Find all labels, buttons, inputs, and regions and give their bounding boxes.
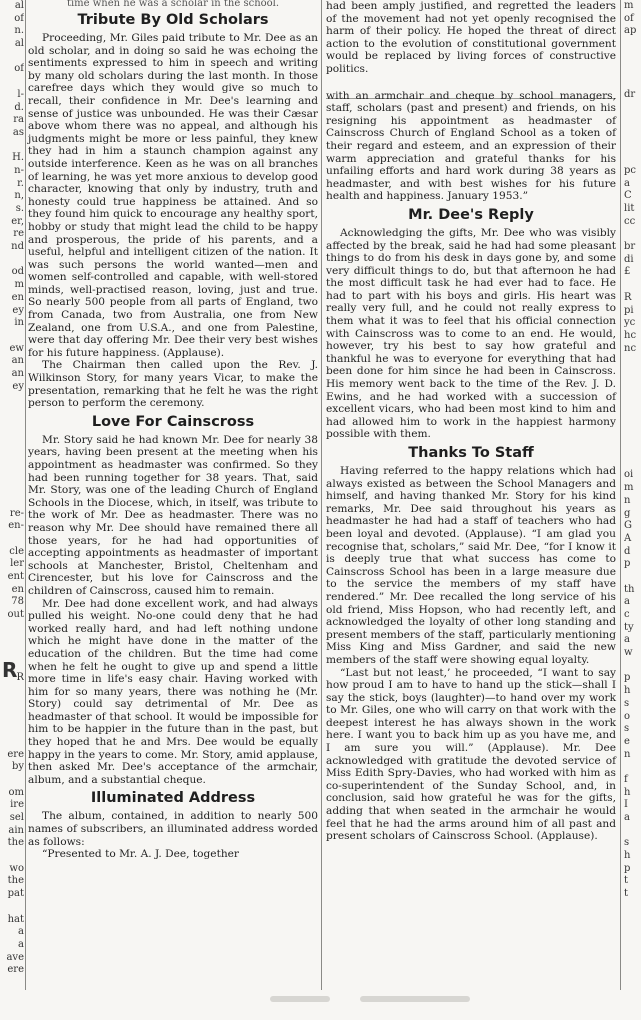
margin-fragment: ere — [7, 964, 24, 976]
margin-fragment: f — [624, 773, 628, 785]
right-border — [620, 0, 621, 990]
margin-fragment: g — [624, 507, 631, 519]
paragraph-continued: had been amply justified, and regretted the leaders of the movement had not yet openly recognised the harm of their policy. He hoped the threat of direct action to the evolution of constitutional government would be replaced by living forces of constructive politics. — [326, 0, 616, 75]
margin-fragment: o — [624, 710, 631, 722]
margin-fragment — [624, 114, 641, 127]
margin-fragment: ain — [8, 824, 24, 836]
margin-fragment: ey — [12, 304, 24, 316]
margin-fragment: cc — [624, 215, 636, 227]
address-text: with an armchair and cheque by school managers, staff, scholars (past and present) and friends, on his resigning his appointment as headmaster of Cainscross Church of England School as a token of their regard and esteem, and an expression of their warm appreciation and grateful thanks for his unfailing efforts and hard work during 38 years as headmaster, and with best wishes for his future health and happiness. January 1953.” — [326, 89, 616, 203]
margin-fragment: R — [624, 291, 632, 303]
margin-fragment: a — [624, 596, 630, 608]
paragraph: “Presented to Mr. A. J. Dee, together — [42, 848, 239, 861]
margin-fragment: of — [624, 12, 634, 24]
margin-fragment: s — [624, 697, 630, 709]
margin-fragment: a — [624, 177, 630, 189]
margin-fragment: en- — [8, 520, 24, 532]
margin-fragment: di — [624, 253, 634, 265]
margin-fragment: t — [624, 888, 629, 900]
paragraph: Having referred to the happy relations which had always existed as between the School Managers and himself, and having thanked Mr. Story for his kind remarks, Mr. Dee said throughout his years as headmaster he had had a staff of teachers who had been loyal and devoted. (Applause). “I am glad you recognise that, scholars,” said Mr. Dee, “for I know it is deeply true that what success has come to Cainscross School has been in a large measure due to the service the members of my staff have rendered.” Mr. Dee recalled the long service of his old friend, Miss Hopson, who had recently left, and acknowledged the loyalty of other long standing and present members of the staff, particularly mentioning Miss King and Miss Gardner, and said the new members of the staff were showing equal loyalty. — [326, 465, 616, 666]
margin-fragment — [0, 419, 24, 432]
margin-fragment: er, — [11, 215, 24, 227]
margin-fragment: I — [624, 799, 628, 811]
margin-fragment: a — [18, 938, 24, 950]
margin-fragment: by — [11, 761, 24, 773]
margin-fragment — [0, 634, 24, 647]
margin-fragment — [0, 457, 24, 470]
margin-fragment: s — [624, 723, 630, 735]
margin-fragment — [0, 330, 24, 343]
margin-fragment: nd — [11, 241, 24, 253]
margin-fragment — [624, 355, 641, 368]
margin-fragment — [0, 393, 24, 406]
margin-fragment — [624, 127, 641, 140]
margin-fragment: ire — [10, 799, 24, 811]
margin-fragment: oi — [624, 469, 634, 481]
margin-fragment: p — [624, 672, 631, 684]
margin-fragment — [624, 228, 641, 241]
margin-fragment: h — [624, 786, 631, 798]
margin-fragment: a — [624, 634, 630, 646]
margin-fragment: the — [7, 875, 24, 887]
margin-fragment — [0, 444, 24, 457]
margin-fragment — [624, 419, 641, 432]
margin-fragment: as — [12, 126, 24, 138]
margin-fragment: od — [11, 266, 24, 278]
margin-fragment: n — [624, 748, 631, 760]
margin-fragment: pi — [624, 304, 634, 316]
print-smudge — [270, 996, 330, 1002]
column-divider — [321, 0, 322, 990]
left-margin-letter: R — [2, 658, 18, 682]
margin-fragment — [0, 685, 24, 698]
margin-fragment: th — [624, 583, 635, 595]
margin-fragment: h — [624, 850, 631, 862]
margin-fragment: H. — [12, 152, 24, 164]
margin-fragment: ey — [12, 380, 24, 392]
margin-fragment: m — [624, 482, 634, 494]
paragraph: The album, contained, in addition to nearly 500 names of subscribers, an illuminated address worded as follows: — [28, 810, 318, 848]
margin-fragment: ere — [7, 748, 24, 760]
margin-fragment: ap — [624, 25, 637, 37]
heading-illuminated-address: Illuminated Address — [90, 790, 256, 807]
margin-fragment — [0, 406, 24, 419]
margin-fragment: p — [624, 862, 631, 874]
margin-fragment — [0, 533, 24, 546]
margin-fragment: ent — [7, 570, 24, 582]
margin-fragment — [624, 102, 641, 115]
margin-fragment — [624, 381, 641, 394]
margin-fragment: G — [624, 520, 632, 532]
margin-fragment: an — [11, 367, 24, 379]
article-column-right — [326, 0, 616, 843]
margin-fragment — [624, 571, 641, 584]
paragraph: Acknowledging the gifts, Mr. Dee who was visibly affected by the break, said he had had some pleasant things to do from his desk in days gone by, and some very difficult things to do, but that afternoon he had the most difficult task he had ever had to face. He had to part with his boys and girls. His heart was really very full, and he could not really express to them what it was to feel that his official connection with Cainscross was to come to an end. He would, however, try his best to say how grateful and thankful he was to everyone for everything that had been done for him since he had been in Cainscross. His memory went back to the time of the Rev. J. D. Ewins, and he had worked with a succession of excellent vicars, who had been most kind to him and had allowed him to work in the happiest harmony possible with them. — [326, 226, 616, 441]
margin-fragment — [624, 51, 641, 64]
margin-fragment: n — [624, 494, 631, 506]
heading-love-for-cainscross: Love For Cainscross — [91, 413, 255, 430]
margin-fragment — [624, 63, 641, 76]
margin-fragment — [0, 254, 24, 267]
left-border — [25, 0, 26, 990]
margin-fragment — [0, 901, 24, 914]
margin-fragment — [0, 774, 24, 787]
margin-fragment: of — [14, 63, 24, 75]
paragraph: Mr. Story said he had known Mr. Dee for nearly 38 years, having been present at the meeting when his appointment as headmaster was confirmed. So they had been running together for 38 years. That, said Mr. Story, was one of the leading Church of England Schools in the Diocese, which, in itself, was tribute to the work of Mr. Dee as headmaster. There was no reason why Mr. Dee should have remained there all those years, for he had had opportunities of accepting appointments as headmaster of important schools at Manchester, Bristol, Cheltenham and Cirencester, but his love for Cainscross and the children of Cainscross, caused him to remain. — [28, 433, 318, 597]
margin-fragment: e — [624, 735, 630, 747]
margin-fragment — [624, 38, 641, 51]
margin-fragment: a — [624, 812, 630, 823]
print-smudge — [360, 996, 470, 1002]
margin-fragment: out — [7, 609, 24, 620]
margin-fragment: om — [8, 786, 24, 798]
margin-fragment: ave — [6, 951, 24, 963]
margin-fragment: C — [624, 190, 632, 202]
margin-fragment: lit — [624, 203, 635, 214]
margin-fragment: wo — [9, 862, 24, 874]
margin-fragment: 78 — [11, 596, 24, 608]
margin-fragment: R — [16, 672, 24, 684]
margin-fragment: al — [14, 0, 24, 11]
margin-fragment: hat — [7, 913, 24, 925]
margin-fragment: the — [7, 837, 24, 849]
margin-fragment: nc — [624, 342, 637, 354]
margin-fragment — [624, 660, 641, 673]
margin-fragment: al — [14, 38, 24, 50]
margin-fragment — [0, 622, 24, 635]
margin-fragment: of — [14, 12, 24, 24]
margin-fragment: pc — [624, 164, 637, 176]
margin-fragment: s. — [15, 203, 24, 214]
margin-fragment — [0, 76, 24, 89]
margin-fragment: s — [624, 837, 630, 849]
paragraph: The Chairman then called upon the Rev. J. Wilkinson Story, for many years Vicar, to make the presentation, remarking that he felt he was the right person to perform the ceremony. — [28, 359, 318, 410]
margin-fragment: re- — [9, 507, 24, 519]
margin-fragment: h — [624, 685, 631, 697]
left-margin-fragments — [0, 0, 24, 1000]
margin-fragment — [0, 482, 24, 495]
margin-fragment — [624, 825, 641, 838]
margin-fragment: A — [624, 532, 632, 544]
margin-fragment — [0, 698, 24, 711]
margin-fragment — [0, 140, 24, 153]
margin-fragment — [0, 51, 24, 64]
margin-fragment: pat — [7, 888, 24, 900]
margin-fragment: d — [624, 545, 631, 557]
article-column-left — [28, 0, 318, 861]
top-fragment: time when he was a scholar in the school. — [66, 0, 280, 8]
margin-fragment — [0, 711, 24, 724]
margin-fragment: hc — [624, 329, 637, 341]
margin-fragment — [0, 431, 24, 444]
margin-fragment: in — [14, 317, 24, 329]
margin-fragment — [624, 152, 641, 165]
margin-fragment: an — [11, 355, 24, 367]
heading-tribute: Tribute By Old Scholars — [77, 12, 269, 28]
margin-fragment: en — [11, 291, 24, 303]
margin-fragment: sel — [9, 812, 24, 823]
margin-fragment — [624, 76, 641, 89]
margin-fragment — [624, 279, 641, 292]
margin-fragment: ty — [624, 621, 634, 633]
margin-fragment: a — [18, 926, 24, 938]
margin-fragment — [0, 850, 24, 863]
margin-fragment: £ — [624, 266, 631, 278]
margin-fragment — [0, 736, 24, 749]
margin-fragment: w — [624, 647, 633, 659]
margin-fragment: en — [11, 583, 24, 595]
margin-fragment: c — [624, 609, 630, 620]
margin-fragment: n- — [14, 164, 24, 176]
margin-fragment — [624, 761, 641, 774]
margin-fragment: n, — [14, 190, 24, 202]
margin-fragment: l- — [17, 88, 24, 100]
margin-fragment: ler — [10, 558, 24, 570]
margin-fragment: p — [624, 558, 631, 570]
margin-fragment: t — [624, 875, 629, 887]
margin-fragment: cle — [9, 545, 24, 557]
margin-fragment — [624, 457, 641, 470]
margin-fragment — [624, 431, 641, 444]
margin-fragment: r. — [17, 177, 24, 189]
right-margin-fragments — [624, 0, 641, 1000]
heading-thanks-to-staff: Thanks To Staff — [408, 445, 534, 461]
margin-fragment — [0, 469, 24, 482]
margin-fragment: n. — [14, 25, 24, 37]
paragraph: Proceeding, Mr. Giles paid tribute to Mr. Dee as an old scholar, and in doing so said he was echoing the sentiments expressed to him in speech and writing by many old scholars during the last month. In those carefree days which they would give so much to recall, their confidence in Mr. Dee's learning and sense of justice was unbounded. He was their Cæsar above whom there was no appeal, and although his judgments might be more or less painful, they knew they had in him a staunch champion against any outside interference. Keen as he was on all branches of learning, he was yet more anxious to develop good character, knowing that only by industry, truth and honesty could true happiness be attained. And so they found him quick to encourage any healthy sport, hobby or study that might lead the child to be happy and prosperous, the pride of his parents, and a useful, helpful and intelligent citizen of the nation. It was such persons the world wanted—men and women self-controlled and capable, with well-stored minds, well-practised reason, loving, just and true. So nearly 500 people from all parts of England, two from Canada, two from Australia, one from New Zealand, one from U.S.A., and one from Palestine, were that day offering Mr. Dee their very best wishes for his future happiness. (Applause). — [28, 32, 318, 359]
margin-fragment: ew — [9, 342, 24, 354]
margin-fragment: ra — [13, 114, 24, 126]
margin-fragment — [624, 140, 641, 153]
margin-fragment: d. — [14, 101, 24, 113]
heading-mr-dees-reply: Mr. Dee's Reply — [408, 206, 534, 223]
margin-fragment: dr — [624, 88, 636, 100]
margin-fragment — [0, 723, 24, 736]
margin-fragment: br — [624, 241, 636, 253]
margin-fragment — [624, 393, 641, 406]
paragraph: Mr. Dee had done excellent work, and had always pulled his weight. No-one could deny that he had worked really hard, and had left nothing undone which he might have done in the matter of the education of the children. But the time had come when he felt he ought to give up and spend a little more time in life's easy chair. Having worked with him for so many years, there was nothing he (Mr. Story) could say detrimental of Mr. Dee as headmaster of that school. It would be impossible for him to be happier in the future than in the past, but they hoped that he and Mrs. Dee would be equally happy in the years to come. Mr. Story, amid applause, then asked Mr. Dee's acceptance of the armchair, album, and a substantial cheque. — [28, 597, 318, 786]
margin-fragment: m — [14, 279, 24, 291]
paragraph: “Last but not least,’ he proceeded, “I want to say how proud I am to have to hand up the stick—shall I say the stick, boys (laughter)—to hand over my work to Mr. Giles, one who will carry on that work with the deepest interest he has always shown in the work here. I want you to back him up as you have me, and I am sure you will.” (Applause). Mr. Dee acknowledged with gratitude the devoted service of Miss Edith Spry-Davies, who had worked with him as co-superintendent of the Sunday School, and, in conclusion, said how grateful he was for the gifts, adding that when seated in the armchair he would feel that he had the arms around him of all past and present scholars of Cainscross School. (Applause). — [326, 666, 616, 843]
margin-fragment — [624, 406, 641, 419]
margin-fragment — [0, 495, 24, 508]
margin-fragment — [624, 368, 641, 381]
margin-fragment: re — [13, 228, 24, 240]
margin-fragment: yc — [624, 317, 636, 329]
margin-fragment: m — [624, 0, 634, 11]
margin-fragment — [624, 444, 641, 457]
